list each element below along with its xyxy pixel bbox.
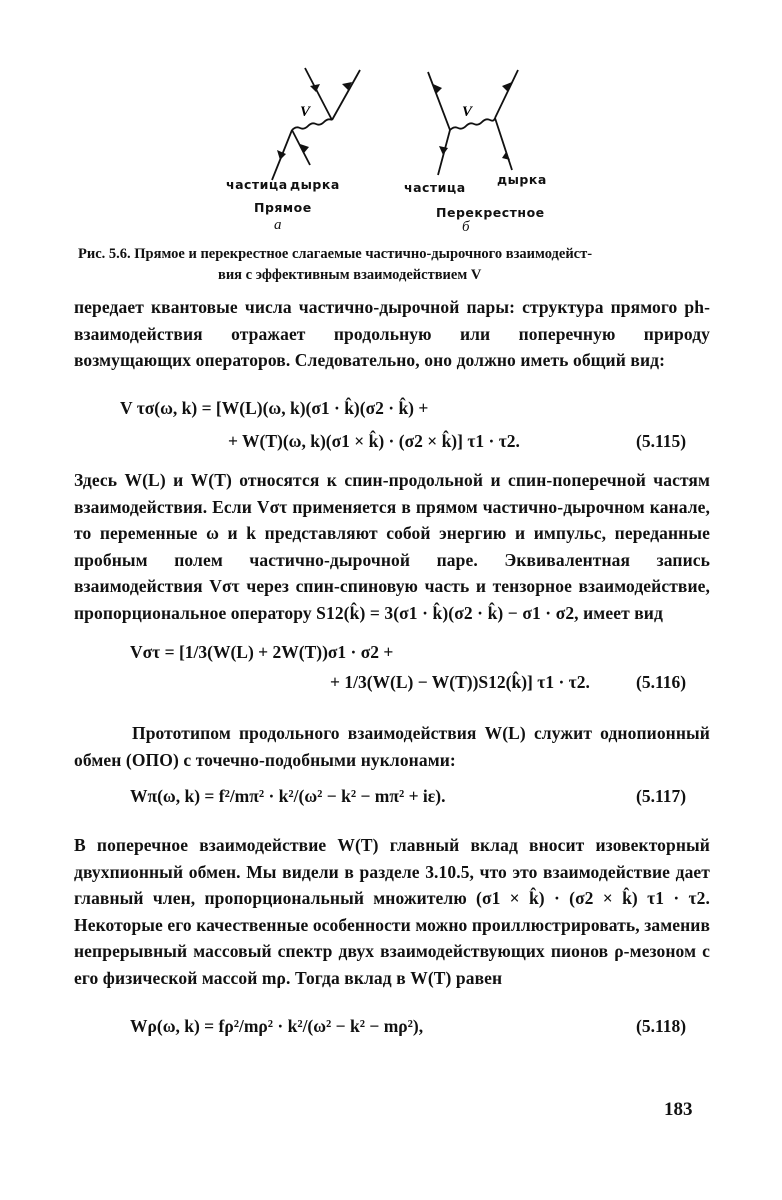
eq-115-number: (5.115) [636, 431, 687, 451]
arrow-icon [277, 150, 286, 160]
arrow-icon [502, 152, 510, 160]
label-direct: Прямое [254, 200, 312, 215]
paragraph-4: В поперечное взаимодействие W(T) главный вклад вносит изовекторный двухпионный обмен. Мы видели в разделе 3.10.5, что это взаимодействие дает главный член, пропорциональный множителю (σ1 × k̂) · (σ2 × k̂) τ1 · τ2. Некоторые его качественные особенности можно проиллюстрировать, заменив непрерывный массовый спектр двух взаимодействующих пионов ρ-мезоном с его физической массой mρ. Тогда вклад в W(T) равен [74, 835, 710, 988]
label-particle-right: частица [404, 180, 466, 195]
label-hole-right: дырка [497, 172, 547, 187]
label-particle-left: частица [226, 177, 288, 192]
interaction-wavy-left [292, 119, 332, 130]
label-hole-left: дырка [290, 177, 340, 192]
paragraph-3: Прототипом продольного взаимодействия W(L) служит однопионный обмен (ОПО) с точечно-подобными нуклонами: [74, 723, 710, 770]
interaction-wavy-right [450, 118, 495, 130]
eq-116-number: (5.116) [636, 672, 687, 692]
paragraph-2: Здесь W(L) и W(T) относятся к спин-продольной и спин-поперечной частям взаимодействия. Если Vστ применяется в прямом частично-дырочном канале, то переменные ω и k представляют собой энергию и импульс, переданные пробным полем частично-дырочной паре. Эквивалентная запись взаимодействия Vστ через спин-спиновую часть и тензорное взаимодействие, пропорциональное оператору S12(k̂) = 3(σ1 · k̂)(σ2 · k̂) − σ1 · σ2, имеет вид [74, 470, 710, 623]
eq-117-number: (5.117) [636, 786, 687, 806]
eq-118: Wρ(ω, k) = fρ²/mρ² · k²/(ω² − k² − mρ²), [130, 1016, 424, 1036]
vertex-label-left: V [300, 104, 311, 120]
arrow-icon [310, 84, 320, 92]
figure-caption [78, 244, 708, 286]
page-number: 183 [664, 1099, 693, 1120]
eq-116-line-2: + 1/3(W(L) − W(T))S12(k̂)] τ1 · τ2. [330, 672, 590, 692]
eq-115-line-2: + W(T)(ω, k)(σ1 × k̂) · (σ2 × k̂)] τ1 · τ2. [228, 431, 520, 451]
label-a: а [274, 217, 282, 233]
eq-118-number: (5.118) [636, 1016, 687, 1036]
label-crossed: Перекрестное [436, 205, 545, 220]
eq-115-line-1: V τσ(ω, k) = [W(L)(ω, k)(σ1 · k̂)(σ2 · k̂) + [120, 398, 429, 418]
paragraph-1: передает квантовые числа частично-дырочной пары: структура прямого ph-взаимодействия отражает продольную или поперечную природу возмущающих операторов. Следовательно, оно должно иметь общий вид: [74, 297, 710, 370]
hole-line-right-2 [495, 118, 512, 170]
out-line-right-1 [495, 70, 518, 118]
caption-line-1: Прямое и перекрестное слагаемые частично-дырочного взаимодейст- [134, 246, 593, 262]
eq-117: Wπ(ω, k) = f²/mπ² · k²/(ω² − k² − mπ² + iε). [130, 786, 446, 806]
arrow-icon [439, 146, 448, 155]
caption-line-2: вия с эффективным взаимодействием V [218, 267, 482, 283]
eq-116-line-1: Vστ = [1/3(W(L) + 2W(T))σ1 · σ2 + [130, 642, 394, 662]
particle-line-right [428, 72, 450, 130]
label-b: б [462, 219, 470, 235]
vertex-label-right: V [462, 104, 473, 120]
caption-prefix: Рис. 5.6. [78, 246, 131, 262]
out-line-left-2 [332, 70, 360, 120]
feynman-diagrams [250, 60, 550, 190]
